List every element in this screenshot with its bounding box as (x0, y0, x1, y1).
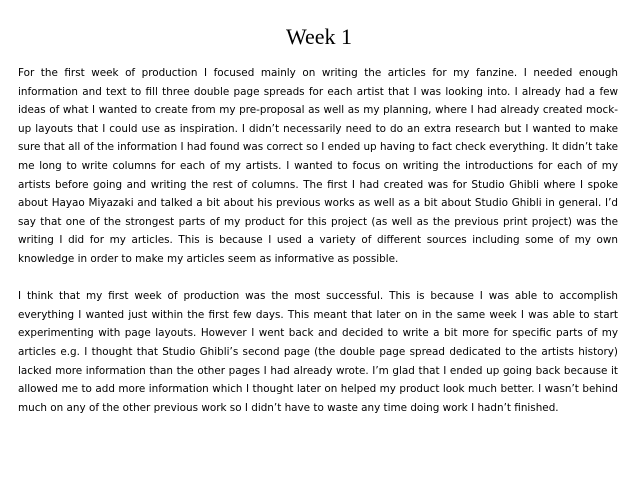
page-title: Week 1 (285, 24, 353, 49)
paragraph-2: I think that my first week of production was the most successful. This is because I was able to accomplish everything I wanted just within the first few days. This meant that later on in the same week I was able to start experimenting with page layouts. However I went back and decided to write a bit more for specific parts of my articles e.g. I thought that Studio Ghibli’s second page (the double page spread dedicated to the artists history) lacked more information than the other pages I had already wrote. I’m glad that I ended up going back because it allowed me to add more information which I thought later on helped my product look much better. I wasn’t behind much on any of the other previous work so I didn’t have to waste any time doing work I hadn’t finished. (18, 290, 618, 414)
body-text (18, 64, 618, 417)
paragraph-1: For the first week of production I focused mainly on writing the articles for my fanzine. I needed enough information and text to fill three double page spreads for each artist that I was looking into. I already had a few ideas of what I wanted to create from my pre-proposal as well as my planning, where I had already created mock-up layouts that I could use as inspiration. I didn’t necessarily need to do an extra research but I wanted to make sure that all of the information I had found was correct so I ended up having to fact check everything. It didn’t take me long to write columns for each of my artists. I wanted to focus on writing the introductions for each of my artists before going and writing the rest of columns. The first I had created was for Studio Ghibli where I spoke about Hayao Miyazaki and talked a bit about his previous works as well as a bit about Studio Ghibli in general. I’d say that one of the strongest parts of my product for this project (as well as the previous print project) was the writing I did for my articles. This is because I used a variety of different sources including some of my own knowledge in order to make my articles seem as informative as possible. (18, 67, 618, 265)
